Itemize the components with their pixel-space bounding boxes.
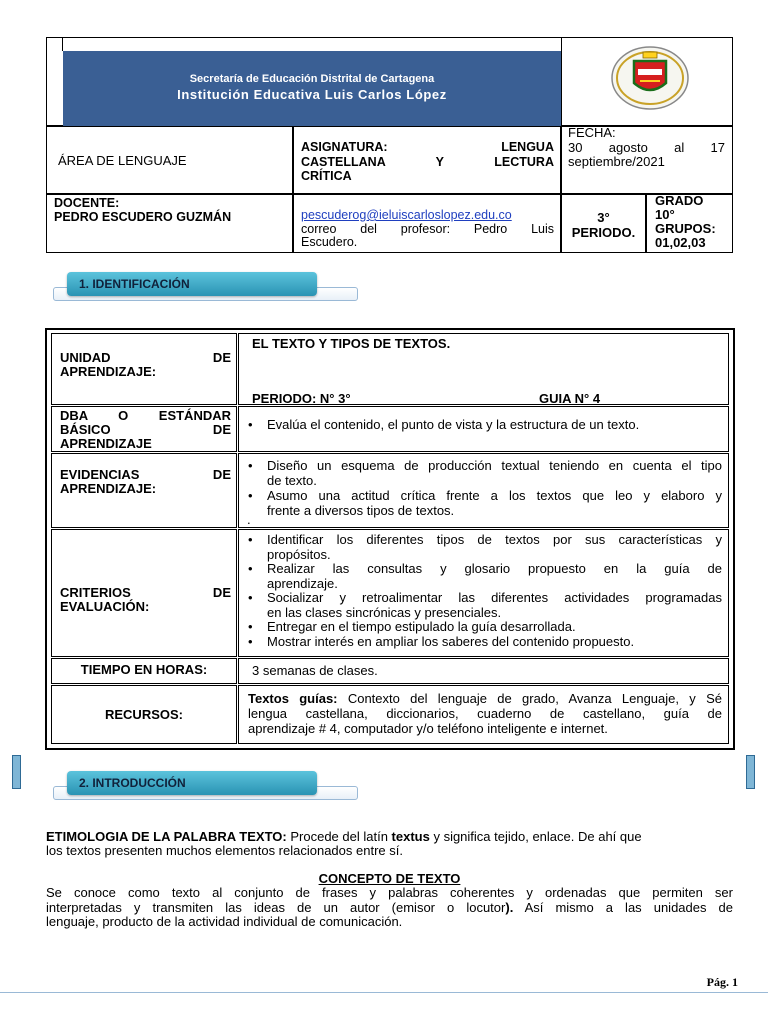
- recursos-line-3: aprendizaje # 4, computador y/o teléfono inteligente e internet.: [248, 721, 608, 736]
- concepto-title: CONCEPTO DE TEXTO: [318, 871, 461, 886]
- unidad-label-1: UNIDAD DE: [60, 350, 231, 365]
- recursos-label: RECURSOS:: [104, 707, 183, 722]
- unidad-label-2: APRENDIZAJE:: [60, 364, 157, 379]
- criterio-item-5: • Mostrar interés en ampliar los saberes del contenido propuesto.: [267, 635, 722, 650]
- logo-cell: [561, 37, 733, 126]
- evidencias-label-1: EVIDENCIAS DE: [60, 467, 231, 482]
- recursos-value-cell: [238, 685, 729, 744]
- dba-label-3: APRENDIZAJE: [60, 436, 152, 451]
- section-title-introduccion: 2. INTRODUCCIÓN: [67, 771, 317, 795]
- evidencia-1-line-1: • Diseño un esquema de producción textual teniendo en cuenta el tipo: [267, 458, 722, 473]
- recursos-line-1-text: Contexto del lenguaje de grado, Avanza Lenguaje, y Sé: [337, 691, 722, 706]
- etimologia-text-2: y significa tejido, enlace. De ahí que: [429, 829, 642, 844]
- recursos-bold: Textos guías:: [248, 691, 338, 706]
- tiempo-value: 3 semanas de clases.: [252, 663, 378, 678]
- grupos-value: 01,02,03: [655, 235, 706, 250]
- criterio-1-line-1: • Identificar los diferentes tipos de textos por sus características y: [267, 532, 722, 547]
- header-table: [46, 37, 733, 253]
- fecha-label: FECHA:: [568, 125, 616, 140]
- periodo-cell: [561, 194, 646, 253]
- header-band: [63, 51, 561, 126]
- tiempo-value-cell: [238, 658, 729, 684]
- evidencias-label-2: APRENDIZAJE:: [60, 481, 157, 496]
- institucion-text: Institución Educativa Luis Carlos López: [177, 87, 447, 102]
- grado-label: GRADO: [655, 193, 704, 208]
- dba-label-2: BÁSICO DE: [60, 422, 231, 437]
- etimologia-text-3: los textos presenten muchos elementos relacionados entre sí.: [46, 843, 403, 858]
- grado-value: 10°: [655, 207, 675, 222]
- unidad-title: EL TEXTO Y TIPOS DE TEXTOS.: [252, 336, 451, 351]
- tiempo-label-cell: [51, 658, 237, 684]
- evidencia-2-line-1: • Asumo una actitud crítica frente a los textos que leo y elaboro y: [267, 488, 722, 503]
- periodo-number: 3°: [597, 210, 610, 225]
- correo-line-1: correo del profesor: Pedro Luis: [301, 221, 554, 236]
- dba-value-cell: [238, 406, 729, 452]
- tiempo-label: TIEMPO EN HORAS:: [80, 662, 208, 677]
- identificacion-table: [45, 328, 735, 750]
- fecha-cell: [561, 126, 733, 194]
- area-text: ÁREA DE LENGUAJE: [58, 153, 187, 168]
- etimologia-textus: textus: [391, 829, 430, 844]
- criterios-label-2: EVALUACIÓN:: [60, 599, 150, 614]
- right-side-marker: [746, 755, 755, 789]
- concepto-line-2c: Así mismo a las unidades de: [513, 899, 733, 915]
- concepto-line-1: Se conoce como texto al conjunto de frases y palabras coherentes y ordenadas que permiten ser: [46, 885, 733, 900]
- email-link[interactable]: pescuderog@ieluiscarloslopez.edu.co: [301, 208, 512, 222]
- fecha-range: 30 agosto al 17: [568, 139, 725, 155]
- school-crest-icon: [610, 45, 690, 111]
- footer-rule: [0, 992, 768, 993]
- criterio-item-2: [267, 562, 722, 591]
- grado-cell: [646, 194, 733, 253]
- section-tab-introduccion: [53, 775, 358, 797]
- criterio-3-line-2: en las clases sincrónicas y presenciales.: [267, 604, 502, 620]
- criterio-3-line-1: • Socializar y retroalimentar las diferentes actividades programadas: [267, 590, 722, 605]
- docente-cell: [46, 194, 293, 253]
- grupos-label: GRUPOS:: [655, 221, 716, 236]
- etimologia-text-1: Procede del latín: [286, 829, 392, 844]
- docente-name: PEDRO ESCUDERO GUZMÁN: [54, 210, 232, 224]
- evidencias-value-cell: [238, 453, 729, 528]
- unidad-label-cell: [51, 333, 237, 405]
- concepto-line-2: [46, 901, 733, 916]
- etimologia-heading: ETIMOLOGIA DE LA PALABRA TEXTO:: [46, 829, 287, 844]
- area-cell: [46, 126, 293, 194]
- evidencia-item-2: [267, 488, 722, 518]
- criterio-1-line-2: propósitos.: [267, 546, 331, 562]
- concepto-paragraph: [46, 886, 733, 930]
- etimologia-paragraph: [46, 830, 733, 858]
- evidencias-label-cell: [51, 453, 237, 528]
- recursos-label-cell: [51, 685, 237, 744]
- concepto-line-2a: interpretadas y transmiten las ideas de un autor (emisor o locutor: [46, 899, 506, 915]
- asignatura-line-1: ASIGNATURA: LENGUA: [301, 140, 554, 154]
- recursos-line-1: [248, 691, 722, 706]
- criterio-item-4: • Entregar en el tiempo estipulado la guía desarrollada.: [267, 620, 722, 635]
- periodo-label: PERIODO.: [571, 225, 636, 240]
- concepto-line-3: lenguaje, producto de la actividad individual de comunicación.: [46, 914, 403, 929]
- periodo-text: PERIODO: N° 3°: [252, 391, 351, 406]
- unidad-value-cell: [238, 333, 729, 405]
- docente-label: DOCENTE:: [54, 196, 120, 210]
- criterios-label-1: CRITERIOS DE: [60, 585, 231, 600]
- asignatura-line-3: CRÍTICA: [301, 169, 352, 183]
- page-number: Pág. 1: [706, 975, 738, 989]
- criterio-2-line-1: • Realizar las consultas y glosario propuesto en la guía de: [267, 561, 722, 576]
- asignatura-line-2: CASTELLANA Y LECTURA: [301, 154, 554, 169]
- criterio-2-line-2: aprendizaje.: [267, 575, 338, 591]
- criterio-item-3: [267, 591, 722, 620]
- fecha-end: septiembre/2021: [568, 154, 665, 169]
- left-side-marker: [12, 755, 21, 789]
- concepto-line-2b: ).: [505, 899, 514, 915]
- secretaria-text: Secretaría de Educación Distrital de Cartagena: [189, 73, 435, 85]
- evidencia-1-line-2: de texto.: [267, 473, 317, 488]
- evidencia-dot: .: [247, 512, 251, 527]
- contacto-cell: [293, 194, 561, 253]
- band-left-divider: [62, 37, 63, 51]
- guia-text: GUIA N° 4: [539, 391, 601, 406]
- evidencia-item-1: [267, 458, 722, 488]
- asignatura-cell: [293, 126, 561, 194]
- dba-label-cell: [51, 406, 237, 452]
- criterios-value-cell: [238, 529, 729, 657]
- dba-item: • Evalúa el contenido, el punto de vista y la estructura de un texto.: [267, 417, 722, 432]
- evidencia-2-line-2: frente a diversos tipos de textos.: [267, 503, 455, 518]
- section-title-identificacion: 1. IDENTIFICACIÓN: [67, 272, 317, 296]
- section-tab-identificacion: [53, 276, 358, 298]
- criterios-label-cell: [51, 529, 237, 657]
- correo-line-2: Escudero.: [301, 235, 358, 249]
- criterio-item-1: [267, 533, 722, 562]
- dba-label-1: DBA O ESTÁNDAR: [60, 408, 231, 423]
- recursos-line-2: lengua castellana, diccionarios, cuaderno de castellano, guía de: [248, 706, 722, 721]
